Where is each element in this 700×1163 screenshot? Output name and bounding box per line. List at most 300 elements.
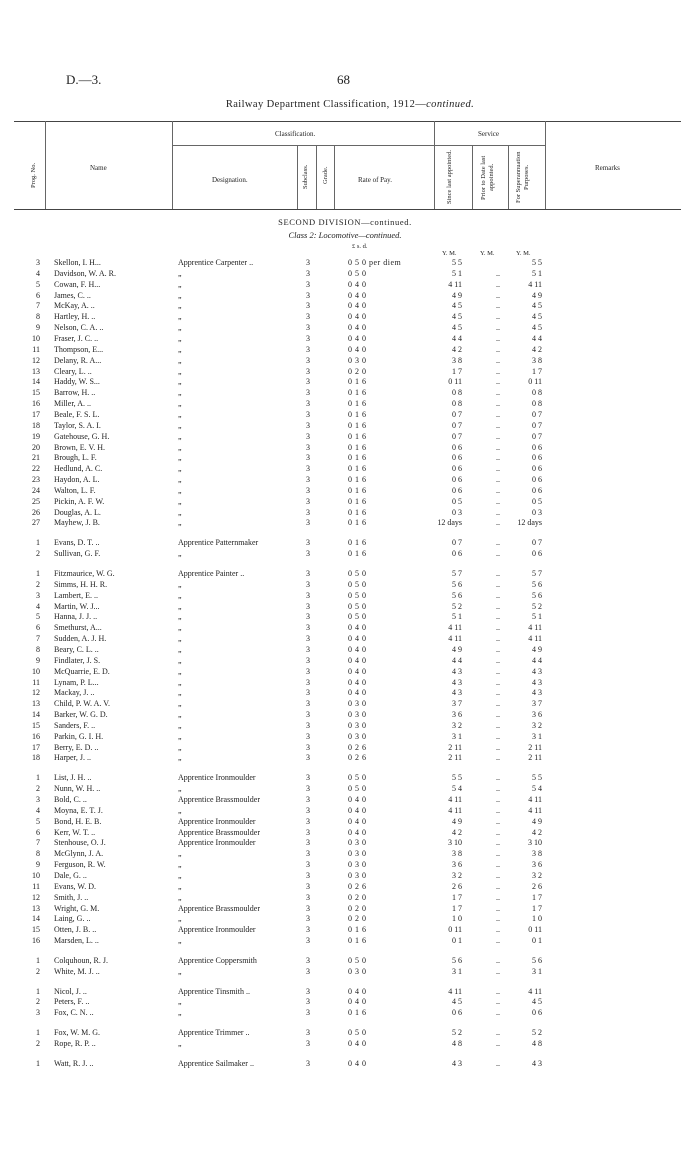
row-designation: „ (178, 590, 182, 600)
row-superannuation: 2 6 (532, 881, 542, 891)
row-subclass: 3 (306, 258, 310, 267)
table-row (0, 816, 700, 827)
row-prog-no: 3 (36, 590, 40, 600)
row-prior: .. (496, 966, 500, 976)
table-row (0, 687, 700, 698)
row-since-last: 0 6 (452, 549, 462, 559)
row-superannuation: 0 7 (532, 420, 542, 430)
row-superannuation: 3 6 (532, 860, 542, 870)
row-rate: 0 3 0 (348, 860, 367, 870)
row-since-last: 5 5 (452, 258, 462, 267)
row-prog-no: 12 (32, 355, 40, 365)
row-designation: „ (178, 420, 182, 430)
row-since-last: 0 6 (452, 1008, 462, 1018)
row-prior: .. (496, 538, 500, 548)
row-name: Peters, F. .. (54, 997, 90, 1007)
row-superannuation: 5 7 (532, 569, 542, 578)
row-subclass: 3 (306, 805, 310, 815)
row-designation: „ (178, 870, 182, 880)
row-since-last: 0 7 (452, 538, 462, 548)
table-row (0, 709, 700, 720)
row-subclass: 3 (306, 301, 310, 311)
row-prior: .. (496, 431, 500, 441)
table-row (0, 1058, 700, 1069)
page-reference: D.—3. (66, 72, 102, 87)
row-since-last: 2 11 (448, 742, 462, 752)
row-prog-no: 18 (32, 420, 40, 430)
row-prog-no: 27 (32, 518, 40, 528)
row-rate: 0 3 0 (348, 731, 367, 741)
row-designation: „ (178, 549, 182, 559)
row-subclass: 3 (306, 579, 310, 589)
row-prog-no: 26 (32, 507, 40, 517)
row-superannuation: 5 5 (532, 258, 542, 267)
row-prior: .. (496, 870, 500, 880)
table-row (0, 333, 700, 344)
row-designation: „ (178, 334, 182, 343)
row-since-last: 0 5 (452, 496, 462, 506)
row-superannuation: 0 8 (532, 399, 542, 409)
row-name: Hedlund, A. C. (54, 464, 103, 474)
row-name: Sudden, A. J. H. (54, 634, 107, 644)
row-since-last: 3 1 (452, 731, 462, 741)
row-designation: „ (178, 966, 182, 976)
row-since-last: 4 11 (448, 986, 462, 996)
row-designation: „ (178, 355, 182, 365)
table-row (0, 720, 700, 731)
row-rate: 0 1 6 (348, 420, 367, 430)
table-row (0, 507, 700, 518)
row-designation: „ (178, 805, 182, 815)
row-since-last: 5 6 (452, 590, 462, 600)
row-since-last: 4 5 (452, 997, 462, 1007)
row-prior: .. (496, 936, 500, 945)
row-superannuation: 0 11 (528, 925, 542, 935)
row-name: James, C. .. (54, 290, 91, 300)
row-superannuation: 5 2 (532, 1028, 542, 1038)
row-designation: „ (178, 634, 182, 644)
row-since-last: 2 6 (452, 881, 462, 891)
row-rate: 0 1 6 (348, 925, 367, 935)
table-row (0, 322, 700, 333)
row-rate: 0 3 0 (348, 355, 367, 365)
row-designation: Apprentice Sailmaker .. (178, 1058, 254, 1068)
row-designation: „ (178, 677, 182, 687)
table-row (0, 622, 700, 633)
row-prior: .. (496, 795, 500, 804)
table-row (0, 805, 700, 816)
row-rate: 0 1 6 (348, 431, 367, 441)
row-name: Watt, R. J. .. (54, 1058, 94, 1068)
row-rate: 0 4 0 (348, 634, 367, 644)
row-prog-no: 4 (36, 268, 40, 278)
row-prior: .. (496, 366, 500, 376)
row-designation: „ (178, 655, 182, 665)
table-row (0, 996, 700, 1007)
row-name: Harper, J. .. (54, 753, 91, 763)
row-rate: 0 1 6 (348, 453, 367, 463)
row-rate: 0 4 0 (348, 344, 367, 354)
row-superannuation: 0 11 (528, 377, 542, 387)
row-prior: .. (496, 377, 500, 387)
row-subclass: 3 (306, 925, 310, 935)
table-row (0, 300, 700, 311)
row-prior: .. (496, 892, 500, 902)
table-row (0, 431, 700, 442)
row-prog-no: 1 (36, 1058, 40, 1068)
row-designation: „ (178, 612, 182, 622)
row-subclass: 3 (306, 366, 310, 376)
row-since-last: 4 3 (452, 1058, 462, 1068)
table-row (0, 913, 700, 924)
row-name: Haddy, W. S... (54, 377, 100, 387)
table-row (0, 452, 700, 463)
row-superannuation: 4 3 (532, 666, 542, 676)
row-prog-no: 10 (32, 666, 40, 676)
row-designation: „ (178, 601, 182, 611)
row-prior: .. (496, 334, 500, 343)
header-prior-to-date: Prior to Date last appointed. (480, 155, 495, 200)
row-designation: „ (178, 860, 182, 870)
row-rate: 0 4 0 (348, 805, 367, 815)
row-rate: 0 4 0 (348, 1058, 367, 1068)
row-name: Hartley, H. .. (54, 312, 96, 322)
row-subclass: 3 (306, 612, 310, 622)
row-subclass: 3 (306, 1008, 310, 1018)
table-row (0, 485, 700, 496)
row-superannuation: 3 2 (532, 870, 542, 880)
row-superannuation: 5 1 (532, 612, 542, 622)
row-prog-no: 14 (32, 914, 40, 924)
row-prior: .. (496, 644, 500, 654)
row-subclass: 3 (306, 795, 310, 804)
row-prog-no: 3 (36, 258, 40, 267)
col-rule-1 (45, 121, 46, 209)
class-heading: Class 2: Locomotive—continued. (288, 230, 402, 240)
table-row (0, 420, 700, 431)
row-since-last: 3 8 (452, 355, 462, 365)
row-prior: .. (496, 997, 500, 1007)
row-prog-no: 7 (36, 634, 40, 644)
row-superannuation: 4 5 (532, 997, 542, 1007)
row-prog-no: 11 (32, 881, 40, 891)
header-classification: Classification. (275, 130, 316, 138)
row-rate: 0 5 0 (348, 612, 367, 622)
row-prog-no: 2 (36, 549, 40, 559)
row-subclass: 3 (306, 881, 310, 891)
table-row (0, 442, 700, 453)
table-row (0, 666, 700, 677)
row-superannuation: 0 6 (532, 442, 542, 452)
row-rate: 0 4 0 (348, 323, 367, 333)
row-designation: „ (178, 849, 182, 859)
row-since-last: 4 4 (452, 334, 462, 343)
row-since-last: 3 1 (452, 966, 462, 976)
row-name: Evans, W. D. (54, 881, 96, 891)
unit-super: Y. M. (516, 250, 531, 257)
row-prog-no: 5 (36, 612, 40, 622)
row-rate: 0 1 6 (348, 496, 367, 506)
row-name: Lynam, P. L... (54, 677, 99, 687)
row-subclass: 3 (306, 742, 310, 752)
table-row (0, 257, 700, 268)
row-since-last: 3 6 (452, 860, 462, 870)
row-prior: .. (496, 731, 500, 741)
row-prog-no: 9 (36, 323, 40, 333)
row-since-last: 5 6 (452, 579, 462, 589)
row-subclass: 3 (306, 914, 310, 924)
row-prior: .. (496, 666, 500, 676)
row-rate: 0 4 0 (348, 677, 367, 687)
row-name: Moyna, E. T. J. (54, 805, 103, 815)
table-row (0, 731, 700, 742)
row-subclass: 3 (306, 1039, 310, 1048)
table-row (0, 387, 700, 398)
row-designation: „ (178, 914, 182, 924)
row-subclass: 3 (306, 753, 310, 763)
row-prog-no: 2 (36, 966, 40, 976)
row-subclass: 3 (306, 827, 310, 837)
row-prog-no: 1 (36, 773, 40, 783)
table-row (0, 409, 700, 420)
row-name: Stenhouse, O. J. (54, 838, 106, 848)
row-rate: 0 1 6 (348, 475, 367, 484)
row-name: Berry, E. D. .. (54, 742, 99, 752)
row-rate: 0 5 0 per diem (348, 258, 402, 267)
row-name: McKay, A. .. (54, 301, 95, 311)
row-prior: .. (496, 475, 500, 484)
row-superannuation: 4 11 (528, 986, 542, 996)
row-prog-no: 25 (32, 496, 40, 506)
row-superannuation: 0 7 (532, 431, 542, 441)
row-subclass: 3 (306, 496, 310, 506)
row-name: Bold, C. .. (54, 795, 87, 804)
row-prog-no: 12 (32, 892, 40, 902)
row-designation: „ (178, 268, 182, 278)
table-row (0, 881, 700, 892)
row-rate: 0 1 6 (348, 399, 367, 409)
row-designation: „ (178, 344, 182, 354)
row-subclass: 3 (306, 849, 310, 859)
unit-rate: £ s. d. (352, 243, 368, 250)
row-subclass: 3 (306, 344, 310, 354)
row-since-last: 5 2 (452, 601, 462, 611)
row-superannuation: 0 6 (532, 453, 542, 463)
row-designation: Apprentice Ironmoulder (178, 816, 256, 826)
col-rule-4 (316, 145, 317, 209)
row-prior: .. (496, 827, 500, 837)
table-top-rule (14, 121, 681, 122)
table-row (0, 463, 700, 474)
table-row (0, 344, 700, 355)
row-since-last: 4 11 (448, 795, 462, 804)
row-superannuation: 4 11 (528, 795, 542, 804)
header-for-superannuation: For Superannuation Purposes. (515, 151, 530, 204)
row-designation: „ (178, 485, 182, 495)
row-rate: 0 4 0 (348, 986, 367, 996)
row-subclass: 3 (306, 644, 310, 654)
row-subclass: 3 (306, 816, 310, 826)
row-since-last: 1 7 (452, 366, 462, 376)
service-subrule (434, 145, 545, 146)
row-prog-no: 21 (32, 453, 40, 463)
row-superannuation: 4 4 (532, 334, 542, 343)
row-prog-no: 1 (36, 955, 40, 965)
row-prog-no: 6 (36, 290, 40, 300)
row-since-last: 4 11 (448, 279, 462, 289)
row-prior: .. (496, 485, 500, 495)
row-subclass: 3 (306, 870, 310, 880)
row-name: Bond, H. E. B. (54, 816, 102, 826)
row-rate: 0 5 0 (348, 268, 367, 278)
table-row (0, 783, 700, 794)
row-superannuation: 4 3 (532, 688, 542, 698)
table-row (0, 268, 700, 279)
row-superannuation: 0 6 (532, 475, 542, 484)
row-since-last: 0 7 (452, 431, 462, 441)
row-designation: Apprentice Brassmoulder (178, 903, 260, 913)
table-row (0, 794, 700, 805)
row-subclass: 3 (306, 431, 310, 441)
row-superannuation: 3 8 (532, 355, 542, 365)
row-prog-no: 18 (32, 753, 40, 763)
row-prior: .. (496, 569, 500, 578)
row-rate: 0 1 6 (348, 549, 367, 559)
row-superannuation: 5 4 (532, 784, 542, 794)
row-subclass: 3 (306, 388, 310, 398)
row-prior: .. (496, 290, 500, 300)
row-prog-no: 1 (36, 538, 40, 548)
row-name: Davidson, W. A. R. (54, 268, 117, 278)
table-row (0, 290, 700, 301)
row-superannuation: 4 8 (532, 1039, 542, 1048)
row-designation: Apprentice Brassmoulder (178, 795, 260, 804)
row-since-last: 4 4 (452, 655, 462, 665)
row-since-last: 0 11 (448, 377, 462, 387)
row-name: Delany, R. A... (54, 355, 102, 365)
row-rate: 0 2 6 (348, 742, 367, 752)
table-row (0, 837, 700, 848)
row-prior: .. (496, 388, 500, 398)
table-row (0, 677, 700, 688)
row-subclass: 3 (306, 731, 310, 741)
row-designation: „ (178, 290, 182, 300)
table-row (0, 579, 700, 590)
table-row (0, 859, 700, 870)
row-superannuation: 4 2 (532, 344, 542, 354)
row-prior: .. (496, 301, 500, 311)
row-designation: „ (178, 496, 182, 506)
row-subclass: 3 (306, 688, 310, 698)
header-prog-no: Prog. No. (30, 162, 37, 188)
row-superannuation: 5 5 (532, 773, 542, 783)
row-prog-no: 10 (32, 334, 40, 343)
row-designation: „ (178, 753, 182, 763)
row-designation: „ (178, 579, 182, 589)
row-subclass: 3 (306, 860, 310, 870)
row-name: Beary, C. L. .. (54, 644, 99, 654)
row-subclass: 3 (306, 699, 310, 709)
row-subclass: 3 (306, 936, 310, 945)
row-name: Miller, A. .. (54, 399, 92, 409)
classification-subrule (172, 145, 434, 146)
header-since-last: Since last appointed. (446, 150, 453, 205)
header-designation: Designation. (212, 176, 248, 184)
header-bottom-rule (14, 209, 681, 210)
row-name: Mayhew, J. B. (54, 518, 100, 528)
row-prior: .. (496, 590, 500, 600)
row-subclass: 3 (306, 290, 310, 300)
row-since-last: 0 11 (448, 925, 462, 935)
row-prior: .. (496, 955, 500, 965)
row-rate: 0 2 0 (348, 903, 367, 913)
row-prior: .. (496, 549, 500, 559)
row-name: Rope, R. P. .. (54, 1039, 96, 1048)
row-prior: .. (496, 634, 500, 644)
row-designation: „ (178, 623, 182, 633)
row-subclass: 3 (306, 773, 310, 783)
row-superannuation: 0 6 (532, 485, 542, 495)
row-name: List, J. H. .. (54, 773, 92, 783)
row-superannuation: 4 11 (528, 279, 542, 289)
row-name: Simms, H. H. R. (54, 579, 108, 589)
row-rate: 0 4 0 (348, 827, 367, 837)
row-subclass: 3 (306, 601, 310, 611)
table-row (0, 279, 700, 290)
row-rate: 0 1 6 (348, 388, 367, 398)
row-prog-no: 1 (36, 1028, 40, 1038)
row-designation: „ (178, 644, 182, 654)
row-designation: Apprentice Brassmoulder (178, 827, 260, 837)
row-rate: 0 4 0 (348, 623, 367, 633)
row-prior: .. (496, 784, 500, 794)
row-designation: „ (178, 666, 182, 676)
row-prior: .. (496, 453, 500, 463)
row-prior: .. (496, 753, 500, 763)
row-prog-no: 2 (36, 997, 40, 1007)
table-row (0, 376, 700, 387)
row-name: McQuarrie, E. D. (54, 666, 110, 676)
col-rule-6 (434, 121, 435, 209)
row-prog-no: 2 (36, 579, 40, 589)
table-row (0, 474, 700, 485)
row-superannuation: 4 11 (528, 805, 542, 815)
row-since-last: 3 8 (452, 849, 462, 859)
row-designation: „ (178, 720, 182, 730)
row-prior: .. (496, 518, 500, 528)
row-prior: .. (496, 986, 500, 996)
row-prior: .. (496, 838, 500, 848)
row-superannuation: 3 1 (532, 731, 542, 741)
row-name: Douglas, A. L. (54, 507, 101, 517)
header-service: Service (478, 130, 499, 138)
row-prior: .. (496, 344, 500, 354)
row-prior: .. (496, 881, 500, 891)
row-prior: .. (496, 1058, 500, 1068)
row-rate: 0 2 0 (348, 366, 367, 376)
row-prior: .. (496, 312, 500, 322)
row-name: Child, P. W. A. V. (54, 699, 110, 709)
col-rule-5 (334, 145, 335, 209)
table-row (0, 935, 700, 946)
row-prior: .. (496, 805, 500, 815)
row-since-last: 4 3 (452, 666, 462, 676)
row-name: White, M. J. .. (54, 966, 100, 976)
row-since-last: 4 5 (452, 301, 462, 311)
row-subclass: 3 (306, 485, 310, 495)
row-prior: .. (496, 720, 500, 730)
table-row (0, 537, 700, 548)
